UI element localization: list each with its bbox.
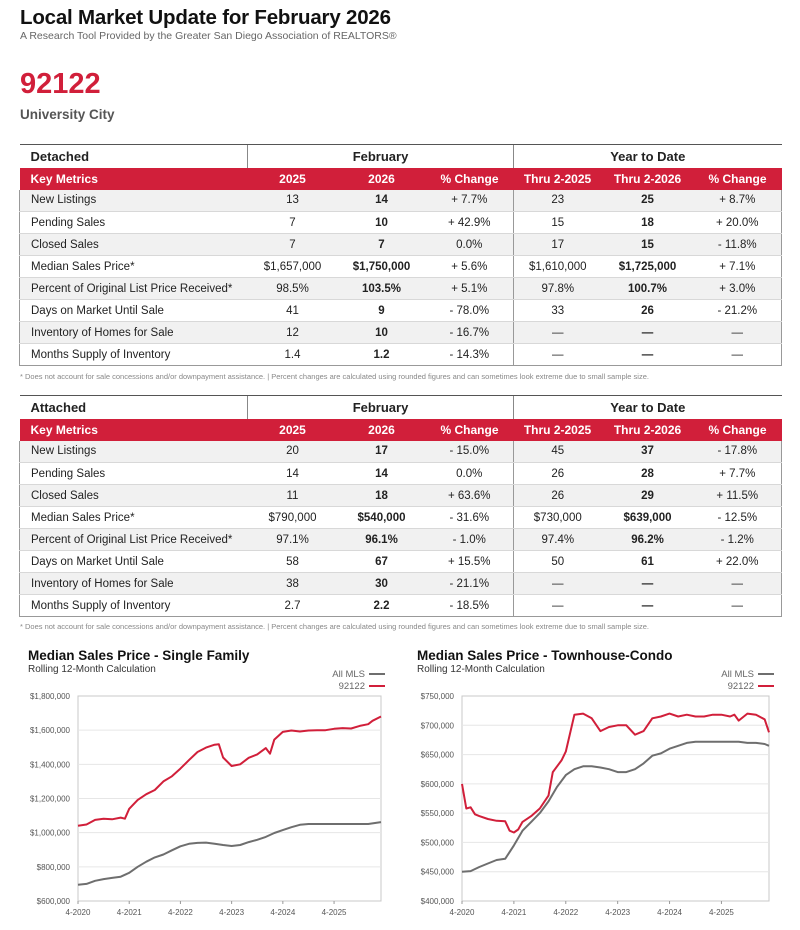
pct-change-ytd: - 12.5% xyxy=(694,507,782,529)
legend-label-92122: 92122 xyxy=(338,680,365,692)
pct-change-feb: + 5.1% xyxy=(426,278,514,300)
chart-legend-single-family xyxy=(290,668,385,692)
value-ytd-2025: — xyxy=(514,595,602,617)
legend-swatch-92122 xyxy=(369,685,385,687)
pct-change-ytd: — xyxy=(694,595,782,617)
value-ytd-2026: 96.2% xyxy=(602,529,694,551)
legend-label-all-mls: All MLS xyxy=(721,668,754,680)
value-ytd-2025: — xyxy=(514,573,602,595)
group-header-ytd: Year to Date xyxy=(514,396,782,419)
x-tick-label: 4-2021 xyxy=(116,908,142,917)
detached-footnote: * Does not account for sale concessions and/or downpayment assistance. | Percent changes are calculated using rounded figures and can sometimes look extreme due to small sample size. xyxy=(20,372,649,381)
value-ytd-2025: 45 xyxy=(514,441,602,463)
value-feb-2025: 97.1% xyxy=(248,529,338,551)
value-feb-2025: 12 xyxy=(248,322,338,344)
pct-change-feb: 0.0% xyxy=(426,234,514,256)
pct-change-ytd: + 3.0% xyxy=(694,278,782,300)
series-line-92122 xyxy=(78,717,381,826)
y-tick-label: $650,000 xyxy=(420,750,454,760)
table-row xyxy=(20,300,782,322)
value-ytd-2026: — xyxy=(602,322,694,344)
group-header-february: February xyxy=(248,396,514,419)
value-feb-2026: 9 xyxy=(338,300,426,322)
column-header-2026: 2026 xyxy=(338,419,426,441)
table-row xyxy=(20,551,782,573)
pct-change-ytd: + 8.7% xyxy=(694,190,782,212)
pct-change-feb: - 14.3% xyxy=(426,344,514,366)
value-ytd-2026: — xyxy=(602,573,694,595)
table-section-title: Detached xyxy=(20,145,248,168)
value-feb-2026: 10 xyxy=(338,322,426,344)
value-ytd-2025: 23 xyxy=(514,190,602,212)
value-feb-2026: 1.2 xyxy=(338,344,426,366)
pct-change-feb: - 1.0% xyxy=(426,529,514,551)
value-feb-2026: 18 xyxy=(338,485,426,507)
metric-label: Inventory of Homes for Sale xyxy=(20,573,248,595)
value-ytd-2025: 26 xyxy=(514,463,602,485)
x-tick-label: 4-2020 xyxy=(65,908,91,917)
pct-change-feb: + 63.6% xyxy=(426,485,514,507)
value-ytd-2025: $1,610,000 xyxy=(514,256,602,278)
area-name: University City xyxy=(20,107,115,122)
table-row xyxy=(20,441,782,463)
x-tick-label: 4-2020 xyxy=(449,908,475,917)
value-ytd-2025: 97.4% xyxy=(514,529,602,551)
pct-change-ytd: + 11.5% xyxy=(694,485,782,507)
legend-item-all-mls xyxy=(678,668,774,680)
legend-label-all-mls: All MLS xyxy=(332,668,365,680)
y-tick-label: $800,000 xyxy=(36,862,70,872)
value-feb-2025: 11 xyxy=(248,485,338,507)
pct-change-feb: 0.0% xyxy=(426,463,514,485)
table-row xyxy=(20,256,782,278)
pct-change-feb: + 15.5% xyxy=(426,551,514,573)
y-tick-label: $450,000 xyxy=(420,867,454,877)
column-header-thru-2026: Thru 2-2026 xyxy=(602,419,694,441)
y-tick-label: $550,000 xyxy=(420,809,454,819)
pct-change-feb: - 16.7% xyxy=(426,322,514,344)
x-tick-label: 4-2024 xyxy=(657,908,683,917)
value-feb-2025: 2.7 xyxy=(248,595,338,617)
value-feb-2025: 41 xyxy=(248,300,338,322)
value-feb-2026: 2.2 xyxy=(338,595,426,617)
x-tick-label: 4-2024 xyxy=(270,908,296,917)
metric-label: Months Supply of Inventory xyxy=(20,344,248,366)
value-ytd-2026: 26 xyxy=(602,300,694,322)
legend-item-all-mls xyxy=(290,668,385,680)
value-ytd-2026: $1,725,000 xyxy=(602,256,694,278)
chart-subtitle-single-family: Rolling 12-Month Calculation xyxy=(28,664,156,675)
pct-change-feb: - 15.0% xyxy=(426,441,514,463)
value-ytd-2026: 15 xyxy=(602,234,694,256)
table-row xyxy=(20,463,782,485)
column-header-row xyxy=(20,168,782,190)
column-header-pct-change-ytd: % Change xyxy=(694,168,782,190)
column-header-pct-change-ytd: % Change xyxy=(694,419,782,441)
pct-change-ytd: — xyxy=(694,344,782,366)
value-ytd-2026: $639,000 xyxy=(602,507,694,529)
value-ytd-2026: 18 xyxy=(602,212,694,234)
pct-change-feb: - 31.6% xyxy=(426,507,514,529)
value-feb-2026: 17 xyxy=(338,441,426,463)
metric-label: Closed Sales xyxy=(20,485,248,507)
metric-label: Pending Sales xyxy=(20,212,248,234)
x-tick-label: 4-2021 xyxy=(501,908,527,917)
x-tick-label: 4-2023 xyxy=(219,908,245,917)
chart-legend-townhouse-condo xyxy=(678,668,774,692)
column-header-thru-2025: Thru 2-2025 xyxy=(514,168,602,190)
chart-title-single-family: Median Sales Price - Single Family xyxy=(28,648,250,663)
metric-label: Median Sales Price* xyxy=(20,507,248,529)
table-row xyxy=(20,573,782,595)
value-feb-2026: 30 xyxy=(338,573,426,595)
y-tick-label: $750,000 xyxy=(420,692,454,701)
value-feb-2026: 96.1% xyxy=(338,529,426,551)
x-tick-label: 4-2025 xyxy=(708,908,734,917)
value-ytd-2026: 61 xyxy=(602,551,694,573)
value-feb-2025: 38 xyxy=(248,573,338,595)
legend-label-92122: 92122 xyxy=(727,680,754,692)
pct-change-ytd: - 11.8% xyxy=(694,234,782,256)
value-feb-2026: $1,750,000 xyxy=(338,256,426,278)
pct-change-feb: - 78.0% xyxy=(426,300,514,322)
metric-label: Inventory of Homes for Sale xyxy=(20,322,248,344)
attached-footnote: * Does not account for sale concessions and/or downpayment assistance. | Percent changes are calculated using rounded figures and can sometimes look extreme due to small sample size. xyxy=(20,622,649,631)
value-ytd-2025: 15 xyxy=(514,212,602,234)
y-tick-label: $1,600,000 xyxy=(29,726,70,736)
value-feb-2026: 103.5% xyxy=(338,278,426,300)
value-ytd-2026: 37 xyxy=(602,441,694,463)
y-tick-label: $700,000 xyxy=(420,721,454,731)
table-row xyxy=(20,234,782,256)
metric-label: Pending Sales xyxy=(20,463,248,485)
column-header-2026: 2026 xyxy=(338,168,426,190)
value-feb-2026: 10 xyxy=(338,212,426,234)
value-feb-2025: $1,657,000 xyxy=(248,256,338,278)
pct-change-feb: - 18.5% xyxy=(426,595,514,617)
single-family-line-chart xyxy=(0,690,400,918)
pct-change-feb: + 7.7% xyxy=(426,190,514,212)
y-tick-label: $400,000 xyxy=(420,897,454,906)
x-tick-label: 4-2025 xyxy=(321,908,347,917)
x-tick-label: 4-2022 xyxy=(553,908,579,917)
column-header-thru-2025: Thru 2-2025 xyxy=(514,419,602,441)
value-ytd-2026: 25 xyxy=(602,190,694,212)
page-title: Local Market Update for February 2026 xyxy=(20,6,391,29)
pct-change-ytd: - 17.8% xyxy=(694,441,782,463)
pct-change-ytd: + 7.1% xyxy=(694,256,782,278)
value-feb-2026: 67 xyxy=(338,551,426,573)
group-header-row xyxy=(20,396,782,419)
plot-frame xyxy=(462,696,769,901)
series-line-all-mls xyxy=(462,742,769,872)
pct-change-ytd: + 22.0% xyxy=(694,551,782,573)
pct-change-ytd: + 20.0% xyxy=(694,212,782,234)
attached-metrics-table xyxy=(19,395,782,617)
legend-swatch-all-mls xyxy=(758,673,774,675)
chart-subtitle-townhouse-condo: Rolling 12-Month Calculation xyxy=(417,664,545,675)
table-row xyxy=(20,529,782,551)
value-ytd-2026: 29 xyxy=(602,485,694,507)
metric-label: Percent of Original List Price Received* xyxy=(20,278,248,300)
table-section-title: Attached xyxy=(20,396,248,419)
x-tick-label: 4-2022 xyxy=(167,908,193,917)
y-tick-label: $600,000 xyxy=(36,897,70,906)
legend-swatch-all-mls xyxy=(369,673,385,675)
pct-change-ytd: + 7.7% xyxy=(694,463,782,485)
y-tick-label: $600,000 xyxy=(420,779,454,789)
value-feb-2025: 14 xyxy=(248,463,338,485)
metric-label: Months Supply of Inventory xyxy=(20,595,248,617)
pct-change-ytd: — xyxy=(694,322,782,344)
value-feb-2025: 98.5% xyxy=(248,278,338,300)
value-ytd-2025: 50 xyxy=(514,551,602,573)
value-ytd-2026: — xyxy=(602,595,694,617)
column-header-pct-change: % Change xyxy=(426,419,514,441)
value-ytd-2026: 28 xyxy=(602,463,694,485)
y-tick-label: $1,800,000 xyxy=(29,692,70,701)
value-ytd-2025: 17 xyxy=(514,234,602,256)
value-ytd-2025: — xyxy=(514,344,602,366)
pct-change-feb: + 5.6% xyxy=(426,256,514,278)
column-header-2025: 2025 xyxy=(248,168,338,190)
y-tick-label: $1,400,000 xyxy=(29,760,70,770)
group-header-february: February xyxy=(248,145,514,168)
value-feb-2025: 13 xyxy=(248,190,338,212)
column-header-key-metrics: Key Metrics xyxy=(20,419,248,441)
value-feb-2025: 7 xyxy=(248,212,338,234)
value-feb-2026: $540,000 xyxy=(338,507,426,529)
table-row xyxy=(20,595,782,617)
metric-label: Median Sales Price* xyxy=(20,256,248,278)
series-line-all-mls xyxy=(78,822,381,885)
column-header-row xyxy=(20,419,782,441)
group-header-row xyxy=(20,145,782,168)
column-header-pct-change: % Change xyxy=(426,168,514,190)
table-row xyxy=(20,507,782,529)
pct-change-ytd: — xyxy=(694,573,782,595)
value-feb-2025: 7 xyxy=(248,234,338,256)
table-row xyxy=(20,344,782,366)
value-ytd-2026: — xyxy=(602,344,694,366)
pct-change-ytd: - 21.2% xyxy=(694,300,782,322)
detached-metrics-table xyxy=(19,144,782,366)
pct-change-feb: - 21.1% xyxy=(426,573,514,595)
chart-title-townhouse-condo: Median Sales Price - Townhouse-Condo xyxy=(417,648,673,663)
zip-code: 92122 xyxy=(20,68,101,100)
value-feb-2025: 20 xyxy=(248,441,338,463)
column-header-key-metrics: Key Metrics xyxy=(20,168,248,190)
metric-label: New Listings xyxy=(20,441,248,463)
pct-change-ytd: - 1.2% xyxy=(694,529,782,551)
table-row xyxy=(20,212,782,234)
townhouse-condo-line-chart xyxy=(400,690,800,918)
pct-change-feb: + 42.9% xyxy=(426,212,514,234)
value-ytd-2025: 97.8% xyxy=(514,278,602,300)
table-row xyxy=(20,322,782,344)
column-header-2025: 2025 xyxy=(248,419,338,441)
y-tick-label: $1,200,000 xyxy=(29,794,70,804)
value-feb-2026: 7 xyxy=(338,234,426,256)
metric-label: Closed Sales xyxy=(20,234,248,256)
series-line-92122 xyxy=(462,714,769,833)
value-ytd-2026: 100.7% xyxy=(602,278,694,300)
table-row xyxy=(20,278,782,300)
value-feb-2025: 1.4 xyxy=(248,344,338,366)
page-subtitle: A Research Tool Provided by the Greater San Diego Association of REALTORS® xyxy=(20,30,397,42)
value-ytd-2025: — xyxy=(514,322,602,344)
value-ytd-2025: 26 xyxy=(514,485,602,507)
value-ytd-2025: 33 xyxy=(514,300,602,322)
value-feb-2025: 58 xyxy=(248,551,338,573)
metric-label: Days on Market Until Sale xyxy=(20,300,248,322)
column-header-thru-2026: Thru 2-2026 xyxy=(602,168,694,190)
y-tick-label: $500,000 xyxy=(420,838,454,848)
metric-label: New Listings xyxy=(20,190,248,212)
value-feb-2025: $790,000 xyxy=(248,507,338,529)
metric-label: Days on Market Until Sale xyxy=(20,551,248,573)
metric-label: Percent of Original List Price Received* xyxy=(20,529,248,551)
value-feb-2026: 14 xyxy=(338,463,426,485)
x-tick-label: 4-2023 xyxy=(605,908,631,917)
y-tick-label: $1,000,000 xyxy=(29,828,70,838)
value-ytd-2025: $730,000 xyxy=(514,507,602,529)
legend-swatch-92122 xyxy=(758,685,774,687)
table-row xyxy=(20,190,782,212)
group-header-ytd: Year to Date xyxy=(514,145,782,168)
table-row xyxy=(20,485,782,507)
value-feb-2026: 14 xyxy=(338,190,426,212)
